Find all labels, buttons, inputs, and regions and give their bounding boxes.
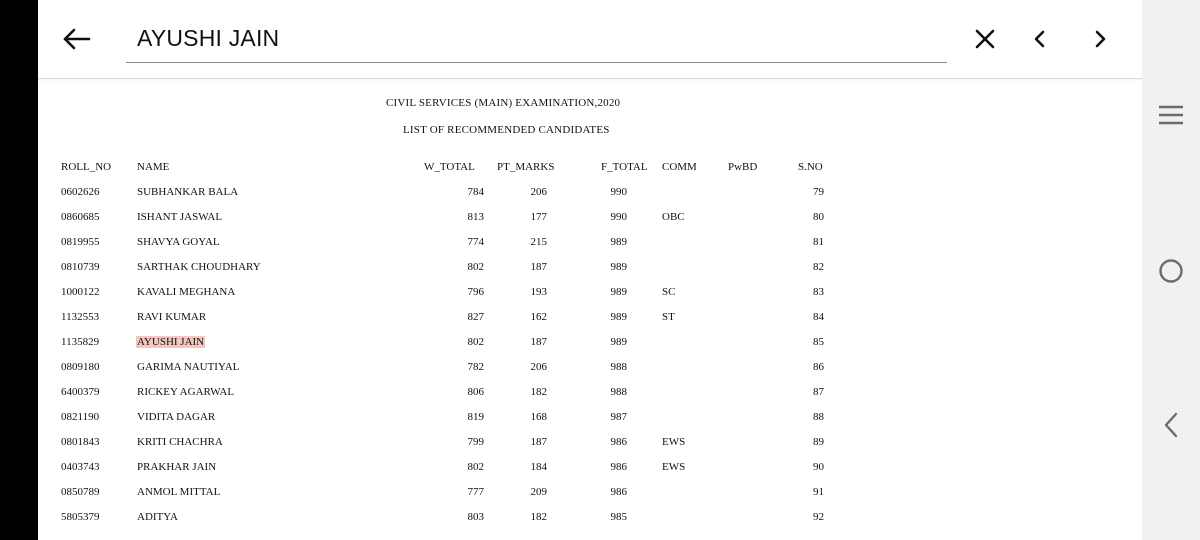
cell-w-total: 799 [467, 436, 484, 448]
cell-name: SUBHANKAR BALA [137, 186, 239, 198]
table-row [38, 386, 938, 402]
table-row [38, 286, 938, 302]
table-row [38, 311, 938, 327]
cell-f-total: 989 [610, 236, 627, 248]
cell-f-total: 989 [610, 261, 627, 273]
cell-pt-marks: 162 [530, 311, 547, 323]
cell-name: PRAKHAR JAIN [137, 461, 217, 473]
table-row [38, 261, 938, 277]
cell-f-total: 986 [610, 436, 627, 448]
cell-sno: 88 [813, 411, 824, 423]
cell-f-total: 989 [610, 286, 627, 298]
cell-sno: 83 [813, 286, 824, 298]
search-match-highlight: AYUSHI JAIN [137, 336, 205, 348]
cell-sno: 85 [813, 336, 824, 348]
cell-pt-marks: 182 [530, 511, 547, 523]
cell-sno: 82 [813, 261, 824, 273]
cell-pt-marks: 187 [530, 336, 547, 348]
table-row-highlighted [38, 336, 938, 352]
cell-sno: 84 [813, 311, 824, 323]
cell-roll-no: 0821190 [61, 411, 100, 423]
cell-f-total: 988 [610, 361, 627, 373]
cell-pt-marks: 187 [530, 436, 547, 448]
cell-w-total: 819 [467, 411, 484, 423]
cell-roll-no: 5805379 [61, 511, 100, 523]
cell-sno: 92 [813, 511, 824, 523]
cell-comm: ST [662, 311, 675, 323]
cell-f-total: 990 [610, 186, 627, 198]
cell-w-total: 803 [467, 511, 484, 523]
table-row [38, 361, 938, 377]
cell-pt-marks: 206 [530, 361, 547, 373]
cell-f-total: 988 [610, 386, 627, 398]
table-row [38, 411, 938, 427]
cell-f-total: 986 [610, 461, 627, 473]
cell-w-total: 806 [467, 386, 484, 398]
cell-roll-no: 0860685 [61, 211, 100, 223]
cell-sno: 89 [813, 436, 824, 448]
cell-sno: 87 [813, 386, 824, 398]
cell-w-total: 802 [467, 461, 484, 473]
cell-f-total: 989 [610, 336, 627, 348]
cell-w-total: 796 [467, 286, 484, 298]
cell-pt-marks: 184 [530, 461, 547, 473]
cell-comm: EWS [662, 436, 686, 448]
cell-sno: 81 [813, 236, 824, 248]
cell-roll-no: 0801843 [61, 436, 100, 448]
search-query: AYUSHI JAIN [137, 25, 280, 51]
cell-sno: 80 [813, 211, 824, 223]
cell-pt-marks: 182 [530, 386, 547, 398]
cell-sno: 91 [813, 486, 824, 498]
cell-pt-marks: 187 [530, 261, 547, 273]
header-sno: S.NO [798, 161, 823, 173]
table-row [38, 211, 938, 227]
cell-roll-no: 0403743 [61, 461, 100, 473]
cell-pt-marks: 206 [530, 186, 547, 198]
cell-roll-no: 6400379 [61, 386, 100, 398]
cell-roll-no: 0602626 [61, 186, 100, 198]
cell-name: KRITI CHACHRA [137, 436, 223, 448]
cell-roll-no: 1132553 [61, 311, 100, 323]
arrow-left-icon[interactable] [60, 24, 92, 54]
table-body [38, 186, 938, 540]
cell-name: KAVALI MEGHANA [137, 286, 236, 298]
header-name: NAME [137, 161, 170, 173]
cell-w-total: 777 [467, 486, 484, 498]
document-subtitle: LIST OF RECOMMENDED CANDIDATES [403, 124, 610, 136]
cell-roll-no: 0850789 [61, 486, 100, 498]
chevron-right-icon[interactable] [1090, 28, 1110, 50]
cell-pt-marks: 177 [530, 211, 547, 223]
table-row [38, 511, 938, 527]
cell-name: ADITYA [137, 511, 178, 523]
table-row [38, 436, 938, 452]
cell-name: SARTHAK CHOUDHARY [137, 261, 261, 273]
close-icon[interactable] [973, 27, 997, 51]
cell-roll-no: 1000122 [61, 286, 100, 298]
header-pt-marks: PT_MARKS [497, 161, 555, 173]
header-comm: COMM [662, 161, 697, 173]
pdf-viewer [38, 0, 1142, 540]
cell-pt-marks: 209 [530, 486, 547, 498]
cell-sno: 86 [813, 361, 824, 373]
cell-name: RAVI KUMAR [137, 311, 207, 323]
document-title: CIVIL SERVICES (MAIN) EXAMINATION,2020 [386, 97, 621, 109]
cell-f-total: 987 [610, 411, 627, 423]
cell-w-total: 784 [467, 186, 484, 198]
header-roll-no: ROLL_NO [61, 161, 112, 173]
cell-w-total: 774 [467, 236, 484, 248]
cell-w-total: 782 [467, 361, 484, 373]
cell-roll-no: 0819955 [61, 236, 100, 248]
find-in-page-bar [38, 0, 1142, 79]
cell-roll-no: 0810739 [61, 261, 100, 273]
table-row [38, 486, 938, 502]
chevron-left-icon[interactable] [1162, 412, 1180, 438]
pdf-page [38, 79, 1142, 540]
table-row [38, 236, 938, 252]
cell-name: SHAVYA GOYAL [137, 236, 220, 248]
cell-pt-marks: 193 [530, 286, 547, 298]
menu-lines-icon[interactable] [1158, 104, 1184, 126]
cell-f-total: 986 [610, 486, 627, 498]
cell-comm: EWS [662, 461, 686, 473]
header-w-total: W_TOTAL [424, 161, 475, 173]
screen-edge [0, 0, 38, 540]
cell-sno: 79 [813, 186, 824, 198]
cell-w-total: 802 [467, 261, 484, 273]
table-row [38, 186, 938, 202]
cell-name: GARIMA NAUTIYAL [137, 361, 240, 373]
cell-w-total: 813 [467, 211, 484, 223]
cell-w-total: 802 [467, 336, 484, 348]
cell-name: ISHANT JASWAL [137, 211, 223, 223]
header-pwbd: PwBD [728, 161, 758, 173]
cell-name: RICKEY AGARWAL [137, 386, 235, 398]
system-navigation-bar [1142, 0, 1200, 540]
table-header-row [38, 161, 938, 177]
cell-comm: OBC [662, 211, 685, 223]
cell-name: ANMOL MITTAL [137, 486, 221, 498]
cell-pt-marks: 215 [530, 236, 547, 248]
cell-f-total: 990 [610, 211, 627, 223]
table-row [38, 461, 938, 477]
circle-home-icon[interactable] [1158, 258, 1184, 284]
cell-pt-marks: 168 [530, 411, 547, 423]
header-f-total: F_TOTAL [601, 161, 648, 173]
cell-f-total: 985 [610, 511, 627, 523]
cell-w-total: 827 [467, 311, 484, 323]
cell-name: VIDITA DAGAR [137, 411, 216, 423]
cell-f-total: 989 [610, 311, 627, 323]
cell-comm: SC [662, 286, 676, 298]
chevron-left-icon[interactable] [1030, 28, 1050, 50]
cell-sno: 90 [813, 461, 824, 473]
cell-roll-no: 1135829 [61, 336, 100, 348]
cell-roll-no: 0809180 [61, 361, 100, 373]
search-input[interactable] [126, 14, 947, 63]
